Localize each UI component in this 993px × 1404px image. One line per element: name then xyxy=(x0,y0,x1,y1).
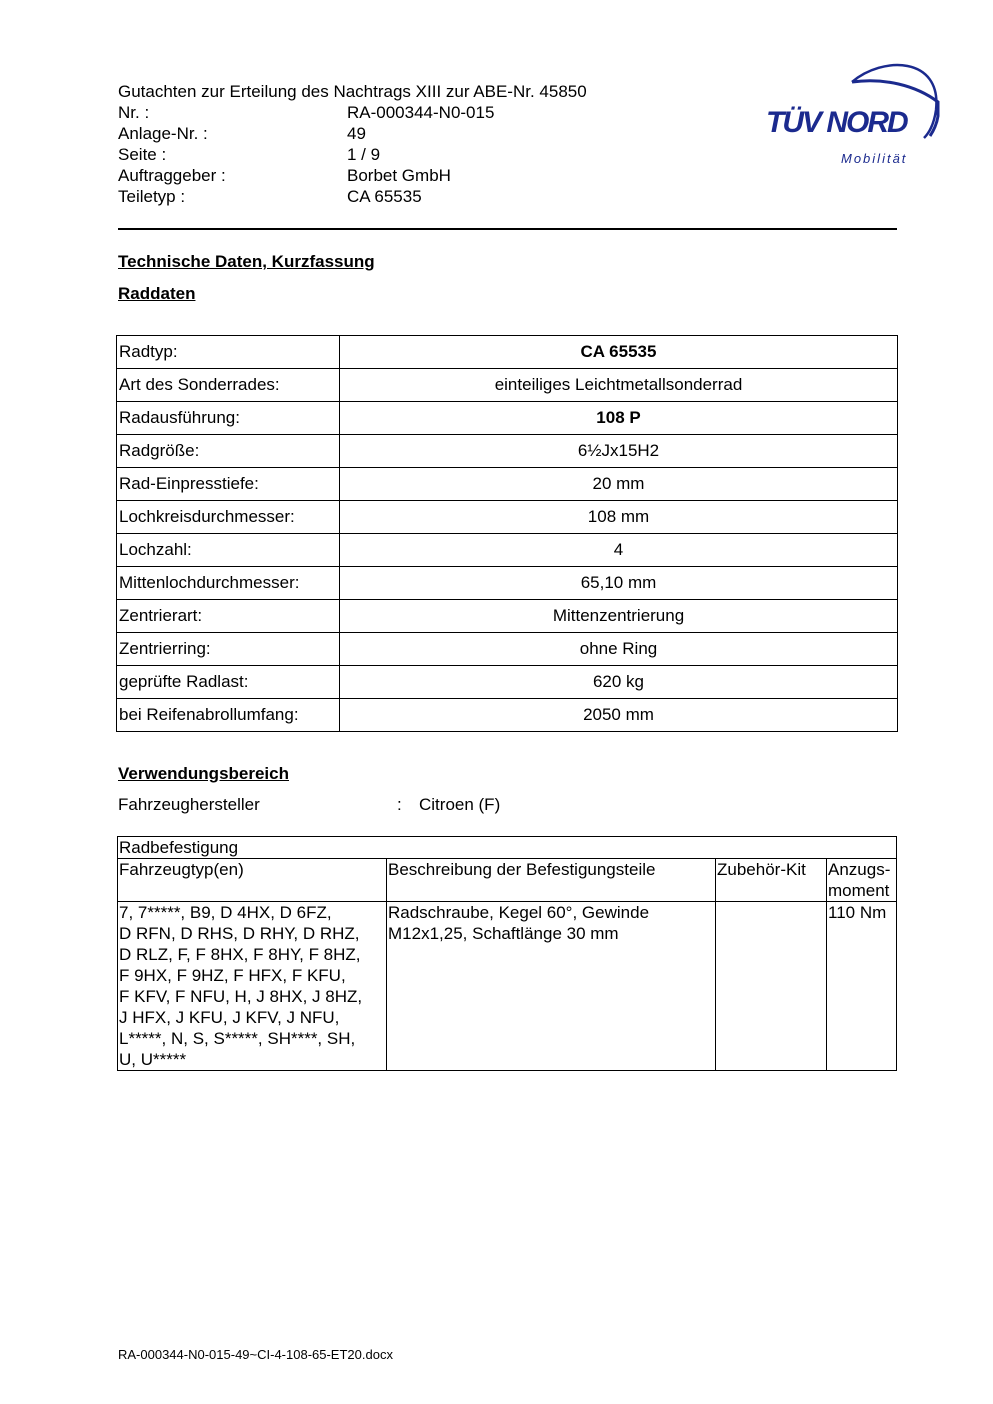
table-row xyxy=(118,902,897,1071)
table-row xyxy=(117,600,898,633)
table-title-row xyxy=(118,837,897,859)
table-row xyxy=(117,567,898,600)
vehicle-types-line: U, U***** xyxy=(119,1050,187,1069)
row-label: Radgröße: xyxy=(117,435,340,468)
row-label: Lochkreisdurchmesser: xyxy=(117,501,340,534)
description-line: M12x1,25, Schaftlänge 30 mm xyxy=(388,924,619,943)
table-row xyxy=(117,666,898,699)
logo-subtitle: Mobilität xyxy=(841,151,908,166)
header-field-label: Auftraggeber : xyxy=(118,166,226,185)
vehicle-types-line: F 9HX, F 9HZ, F HFX, F KFU, xyxy=(119,966,346,985)
raddaten-heading: Raddaten xyxy=(118,284,196,303)
header-field-value: 1 / 9 xyxy=(347,145,381,164)
document-title: Gutachten zur Erteilung des Nachtrags XIII zur ABE-Nr. 45850 xyxy=(118,82,587,101)
table-row xyxy=(117,336,898,369)
header-field-label: Anlage-Nr. : xyxy=(118,124,208,143)
table-row xyxy=(117,435,898,468)
row-label: geprüfte Radlast: xyxy=(117,666,340,699)
header-torque-line: Anzugs- xyxy=(828,860,891,879)
tuv-nord-logo xyxy=(764,58,944,173)
manufacturer-label: Fahrzeughersteller xyxy=(118,795,260,814)
mounting-table-title: Radbefestigung xyxy=(118,837,897,859)
row-label: Mittenlochdurchmesser: xyxy=(117,567,340,600)
manufacturer-separator: : xyxy=(397,795,402,814)
header-field-auftraggeber xyxy=(0,165,700,186)
row-value: 6½Jx15H2 xyxy=(340,435,898,468)
vehicle-types-line: 7, 7*****, B9, D 4HX, D 6FZ, xyxy=(119,903,332,922)
table-row xyxy=(117,369,898,402)
torque-cell: 110 Nm xyxy=(827,902,897,1071)
header-accessory-kit: Zubehör-Kit xyxy=(716,859,827,902)
logo-brand-text: TÜV NORD xyxy=(766,106,907,139)
row-label: Lochzahl: xyxy=(117,534,340,567)
section-title: Technische Daten, Kurzfassung xyxy=(118,252,375,271)
header-field-label: Teiletyp : xyxy=(118,187,186,206)
header-field-value: 49 xyxy=(347,124,366,143)
row-label: Zentrierring: xyxy=(117,633,340,666)
header-field-anlage xyxy=(0,123,700,144)
row-value: 65,10 mm xyxy=(340,567,898,600)
row-value: ohne Ring xyxy=(340,633,898,666)
vehicle-types-line: D RFN, D RHS, D RHY, D RHZ, xyxy=(119,924,360,943)
table-row xyxy=(117,402,898,435)
manufacturer-value: Citroen (F) xyxy=(419,795,501,814)
row-label: Zentrierart: xyxy=(117,600,340,633)
header-torque xyxy=(827,859,897,902)
wheel-data-table xyxy=(116,335,898,732)
row-label: Radtyp: xyxy=(117,336,340,369)
table-row xyxy=(117,534,898,567)
description-cell xyxy=(387,902,716,1071)
wheel-mounting-table xyxy=(117,836,897,1071)
footer-filename: RA-000344-N0-015-49~CI-4-108-65-ET20.docx xyxy=(118,1347,393,1362)
vehicle-types-line: J HFX, J KFU, J KFV, J NFU, xyxy=(119,1008,340,1027)
row-label: Radausführung: xyxy=(117,402,340,435)
row-value: CA 65535 xyxy=(340,336,898,369)
header-description: Beschreibung der Befestigungsteile xyxy=(387,859,716,902)
header-divider xyxy=(118,228,897,230)
header-field-value: RA-000344-N0-015 xyxy=(347,103,495,122)
header-field-nr xyxy=(0,102,700,123)
row-label: Art des Sonderrades: xyxy=(117,369,340,402)
row-value: 4 xyxy=(340,534,898,567)
table-row xyxy=(117,501,898,534)
header-field-value: Borbet GmbH xyxy=(347,166,451,185)
row-value: 108 P xyxy=(340,402,898,435)
header-field-label: Nr. : xyxy=(118,103,150,122)
row-value: 2050 mm xyxy=(340,699,898,732)
header-torque-line: moment xyxy=(828,881,890,900)
row-label: bei Reifenabrollumfang: xyxy=(117,699,340,732)
verwendungsbereich-heading: Verwendungsbereich xyxy=(118,764,289,783)
header-field-seite xyxy=(0,144,700,165)
header-field-label: Seite : xyxy=(118,145,167,164)
row-value: 620 kg xyxy=(340,666,898,699)
table-row xyxy=(117,468,898,501)
row-value: Mittenzentrierung xyxy=(340,600,898,633)
vehicle-types-cell xyxy=(118,902,387,1071)
header-field-teiletyp xyxy=(0,186,700,207)
header-vehicle-types: Fahrzeugtyp(en) xyxy=(118,859,387,902)
table-row xyxy=(117,633,898,666)
row-label: Rad-Einpresstiefe: xyxy=(117,468,340,501)
row-value: einteiliges Leichtmetallsonderrad xyxy=(340,369,898,402)
vehicle-types-line: L*****, N, S, S*****, SH****, SH, xyxy=(119,1029,356,1048)
description-line: Radschraube, Kegel 60°, Gewinde xyxy=(388,903,650,922)
table-header-row xyxy=(118,859,897,902)
accessory-kit-cell xyxy=(716,902,827,1071)
header-field-value: CA 65535 xyxy=(347,187,422,206)
row-value: 20 mm xyxy=(340,468,898,501)
vehicle-types-line: D RLZ, F, F 8HX, F 8HY, F 8HZ, xyxy=(119,945,361,964)
vehicle-types-line: F KFV, F NFU, H, J 8HX, J 8HZ, xyxy=(119,987,363,1006)
table-row xyxy=(117,699,898,732)
row-value: 108 mm xyxy=(340,501,898,534)
